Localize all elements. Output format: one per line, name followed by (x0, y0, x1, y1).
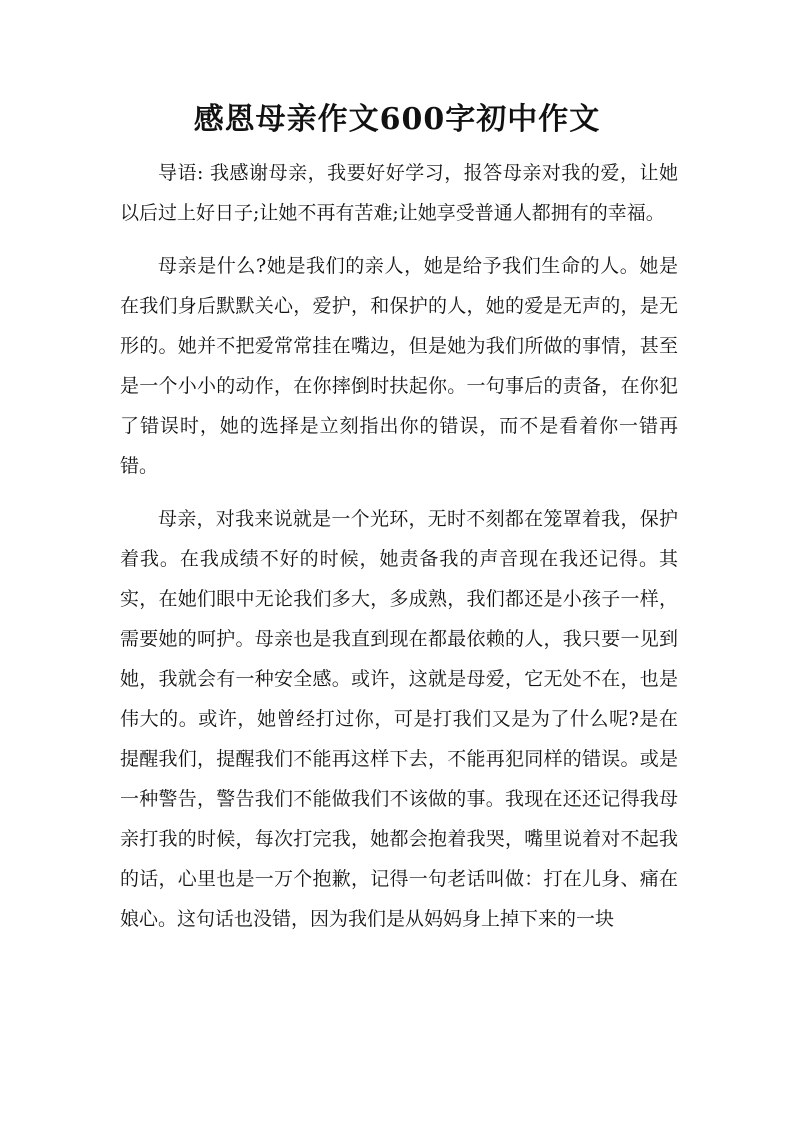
page-title: 感恩母亲作文600字初中作文 (193, 102, 601, 137)
paragraph-intro: 导语: 我感谢母亲，我要好好学习，报答母亲对我的爱，让她以后过上好日子;让她不再有苦难;让她享受普通人都拥有的幸福。 (120, 162, 678, 224)
document-body (120, 153, 678, 952)
paragraph-what-is-mother: 母亲是什么?她是我们的亲人，她是给予我们生命的人。她是在我们身后默默关心，爱护，和保护的人，她的爱是无声的，是无形的。她并不把爱常常挂在嘴边，但是她为我们所做的事情，甚至是一个小小的动作，在你摔倒时扶起你。一句事后的责备，在你犯了错误时，她的选择是立刻指出你的错误，而不是看着你一错再错。 (120, 255, 678, 477)
paragraph-mother-halo: 母亲，对我来说就是一个光环，无时不刻都在笼罩着我，保护着我。在我成绩不好的时候，她责备我的声音现在我还记得。其实，在她们眼中无论我们多大，多成熟，我们都还是小孩子一样，需要她的呵护。母亲也是我直到现在都最依赖的人，我只要一见到她，我就会有一种安全感。或许，这就是母爱，它无处不在，也是伟大的。或许，她曾经打过你，可是打我们又是为了什么呢?是在提醒我们，提醒我们不能再这样下去，不能再犯同样的错误。或是一种警告，警告我们不能做我们不该做的事。我现在还还记得我母亲打我的时候，每次打完我，她都会抱着我哭，嘴里说着对不起我的话，心里也是一万个抱歉，记得一句老话叫做：打在儿身、痛在娘心。这句话也没错，因为我们是从妈妈身上掉下来的一块 (120, 508, 678, 930)
